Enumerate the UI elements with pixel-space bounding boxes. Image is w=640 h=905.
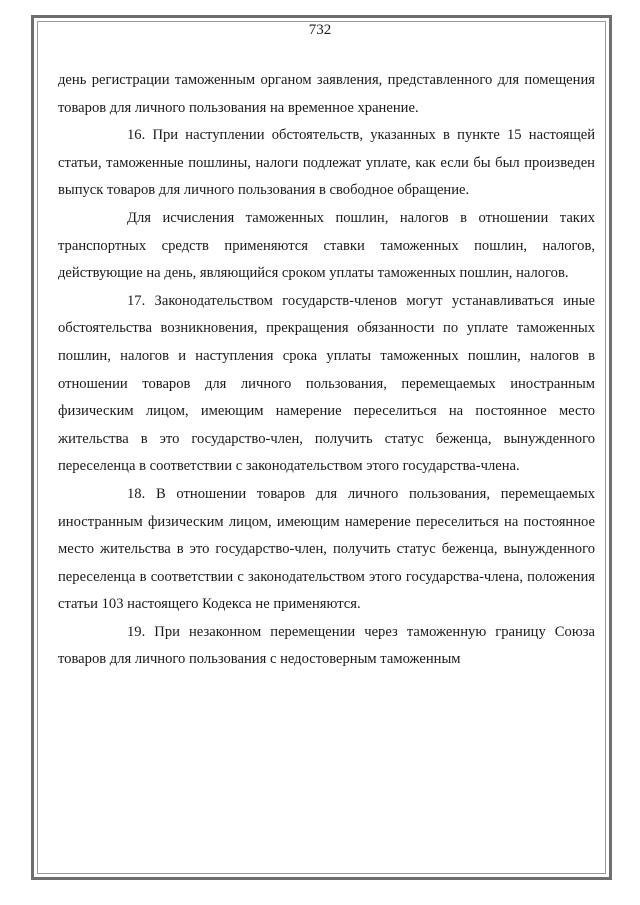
paragraph-16-rates: Для исчисления таможенных пошлин, налогов в отношении таких транспортных средств применяются ставки таможенных пошлин, налогов, действующие на день, являющийся сроком уплаты таможенных пошлин, налогов. bbox=[58, 209, 595, 282]
paragraph-18: 18. В отношении товаров для личного пользования, перемещаемых иностранным физическим лицом, имеющим намерение переселиться на постоянное место жительства в это государство-член, получить статус беженца, вынужденного переселенца в соответствии с законодательством этого государства-члена, положения статьи 103 настоящего Кодекса не применяются. bbox=[58, 485, 595, 613]
paragraph-19: 19. При незаконном перемещении через таможенную границу Союза товаров для личного пользования с недостоверным таможенным bbox=[58, 623, 595, 668]
paragraph-continued: день регистрации таможенным органом заявления, представленного для помещения товаров для личного пользования на временное хранение. bbox=[58, 72, 595, 116]
document-body bbox=[58, 67, 595, 674]
page-number: 732 bbox=[308, 22, 332, 38]
paragraph-16: 16. При наступлении обстоятельств, указанных в пункте 15 настоящей статьи, таможенные пошлины, налоги подлежат уплате, как если бы был произведен выпуск товаров для личного пользования в свободное обращение. bbox=[58, 127, 595, 199]
paragraph-17: 17. Законодательством государств-членов могут устанавливаться иные обстоятельства возникновения, прекращения обязанности по уплате таможенных пошлин, налогов и наступления срока уплаты таможенных пошлин, налогов в отношении товаров для личного пользования, перемещаемых иностранным физическим лицом, имеющим намерение переселиться на постоянное место жительства в это государство-член, получить статус беженца, вынужденного переселенца в соответствии с законодательством этого государства-члена. bbox=[58, 292, 595, 475]
